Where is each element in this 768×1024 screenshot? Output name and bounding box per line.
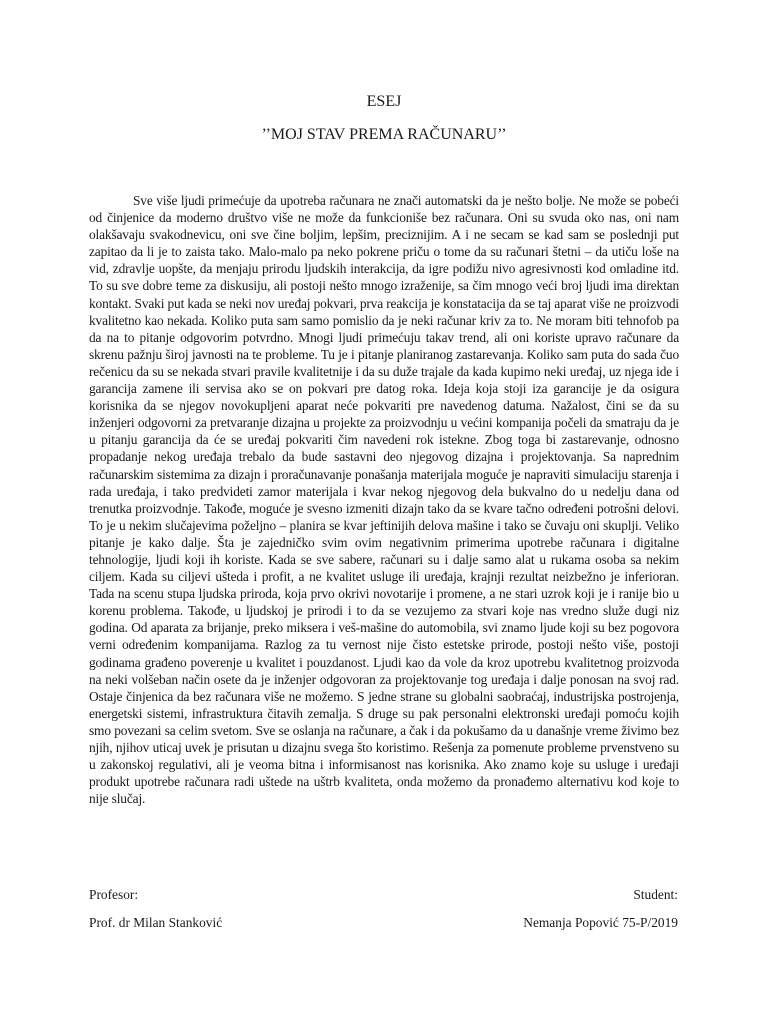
document-title: ESEJ xyxy=(366,93,402,110)
essay-body: Sve više ljudi primećuje da upotreba računara ne znači automatski da je nešto bolje. Ne može se pobeći od činjenice da moderno društvo više ne može da funkcioniše bez računara. Oni su svuda oko nas, oni nam olakšavaju svakodnevicu, oni sve čine boljim, lepšim, preciznijim. A i ne secam se kad sam se poslednji put zapitao da li je to zaista tako. Malo-malo pa neko pokrene priču o tome da su računari štetni – da utiču loše na vid, zdravlje uopšte, da menjaju prirodu ljudskih interakcija, da igre podižu nivo agresivnosti kod omladine itd. To su sve dobre teme za diskusiju, ali postoji nešto mnogo izraženije, sa čim mnogo veći broj ljudi ima direktan kontakt. Svaki put kada se neki nov uređaj pokvari, prva reakcija je konstatacija da se taj aparat više ne proizvodi kvalitetno kao nekada. Koliko puta sam samo pomislio da je neki računar kriv za to. Ne moram biti tehnofob pa da na to pitanje odgovorim potvrdno. Mnogi ljudi primećuju takav trend, ali oni koriste upravo računare da skrenu pažnju široj javnosti na te probleme. Tu je i pitanje planiranog zastarevanja. Koliko sam puta do sada čuo rečenicu da su se nekada stvari pravile kvalitetnije i da su duže trajale da kada kupimo neki uređaj, uz njega ide i garancija zamene ili servisa ako se on pokvari pre datog roka. Ideja koja stoji iza garancije je da osigura korisnika da se njegov novokupljeni aparat neće pokvariti pre navedenog datuma. Nažalost, čini se da su inženjeri odgovorni za pretvaranje dizajna u projekte za proizvodnju u većini kompanija počeli da smatraju da je u pitanju garancija da će se uređaj pokvariti čim navedeni rok istekne. Zbog toga bi zastarevanje, odnosno propadanje nekog uređaja trebalo da bude sastavni deo njegovog dizajna i projektovanja. Sa naprednim računarskim sistemima za dizajn i proračunavanje ponašanja materijala moguće je napraviti simulaciju starenja i rada uređaja, i tako predvideti zamor materijala i kvar nekog njegovog dela bukvalno do u nedelju dana od trenutka proizvodnje. Takođe, moguće je svesno izmeniti dizajn tako da se kvare tačno određeni potrošni delovi. To je u nekim slučajevima poželjno – planira se kvar jeftinijih delova mašine i tako se čuvaju oni skuplji. Veliko pitanje je kako dalje. Šta je zajedničko svim ovim negativnim primerima upotrebe računara i digitalne tehnologije, ljudi koji ih koriste. Kada se sve sabere, računari su i dalje samo alat u rukama osoba sa nekim ciljem. Kada su ciljevi ušteda i profit, a ne kvalitet usluge ili uređaja, krajnji rezultat neizbežno je inferioran. Tada na scenu stupa ljudska priroda, koja prvo okrivi novotarije i promene, a ne stari uzrok koji je i ranije bio u korenu problema. Takođe, u ljudskoj je prirodi i to da se vezujemo za stvari koje nas vredno služe dugi niz godina. Od aparata za brijanje, preko miksera i veš-mašine do automobila, svi znamo ljude koji su bez pogovora verni određenim kompanijama. Razlog za tu vernost nije čisto estetske prirode, postoji nešto više, postoji godinama građeno poverenje u kvalitet i pouzdanost. Ljudi kao da vole da kroz upotrebu kvalitetnog proizvoda na neki volšeban način osete da je inženjer odgovoran za projektovanje tog uređaja i dalje ponosan na svoj rad. Ostaje činjenica da bez računara više ne možemo. S jedne strane su globalni saobraćaj, industrijska postrojenja, energetski sistemi, infrastruktura čitavih zemalja. S druge su pak personalni elektronski uređaji pomoću kojih smo povezani sa celim svetom. Sve se oslanja na računare, a čak i da pokušamo da u današnje vreme živimo bez njih, njihov uticaj uvek je prisutan u dizajnu svega što koristimo. Rešenja za pomenute probleme prvenstveno su u zakonskoj regulativi, ali je veoma bitna i informisanost nas korisnika. Ako znamo koje su usluge i uređaji produkt upotrebe računara radi uštede na uštrb kvaliteta, onda možemo da pronađemo alternativu kod koje to nije slučaj. xyxy=(89,193,679,807)
student-name: Nemanja Popović 75-P/2019 xyxy=(523,915,678,930)
professor-name: Prof. dr Milan Stanković xyxy=(89,915,223,930)
student-label: Student: xyxy=(633,887,678,902)
professor-label: Profesor: xyxy=(89,887,139,902)
document-subtitle: ’’MOJ STAV PREMA RAČUNARU’’ xyxy=(261,126,507,143)
